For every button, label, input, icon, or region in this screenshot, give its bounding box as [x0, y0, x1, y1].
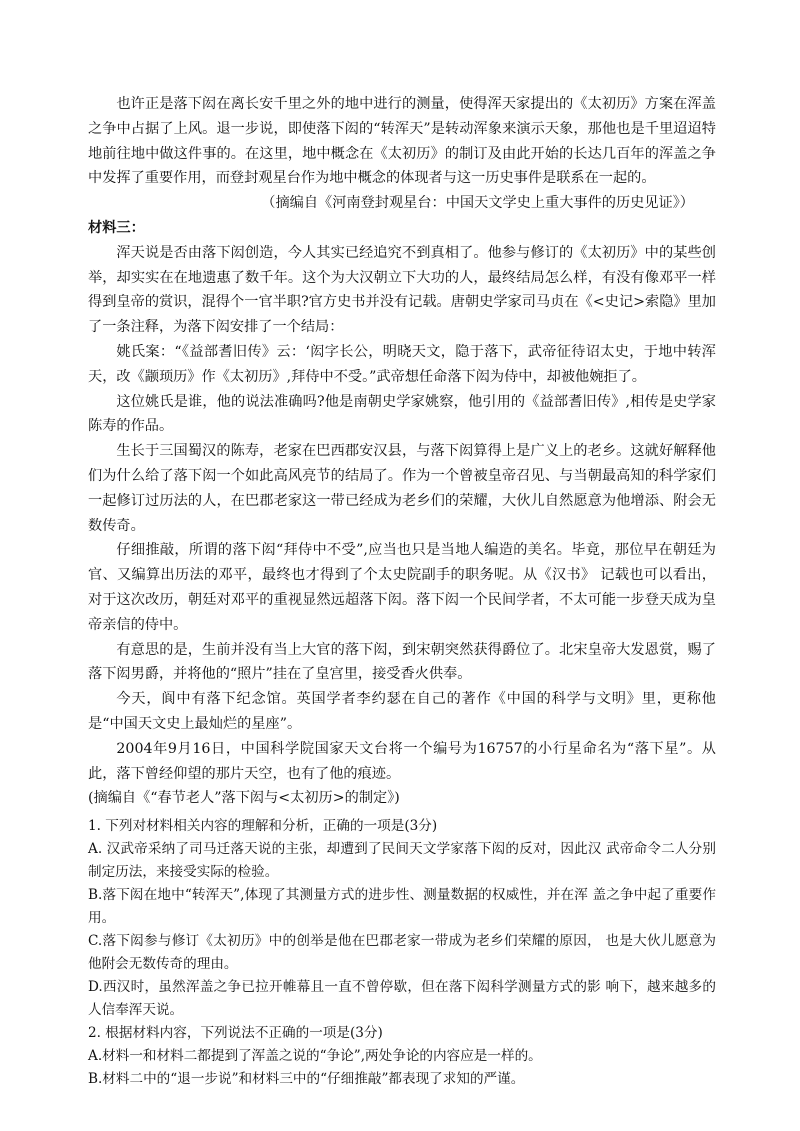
material3-paragraph: 浑天说是否由落下闳创造，今人其实已经追究不到真相了。他参与修订的《太初历》中的某些创举，却实实在在地遗惠了数千年。这个为大汉朝立下大功的人，最终结局怎么样，有没有像邓平一样得到皇帝的赏识，混得个一官半职?官方史书并没有记载。唐朝史学家司马贞在《<史记>索隐》里加了一条注释，为落下闳安排了一个结局：	[88, 244, 716, 336]
question-option: A. 汉武帝采纳了司马迁落天说的主张，却遭到了民间天文学家落下闳的反对，因此汉 武帝命令二人分别制定历法，来接受实际的检验。	[88, 841, 716, 881]
question-stem: 2. 根据材料内容，下列说法不正确的一项是(3分)	[88, 1025, 383, 1042]
material3-paragraph: 2004年9月16日，中国科学院国家天文台将一个编号为16757的小行星命名为“落下星”。从此，落下曾经仰望的那片天空，也有了他的痕迹。	[88, 740, 716, 782]
intro-source: （摘编自《河南登封观星台：中国天文学史上重大事件的历史见证》）	[261, 195, 694, 212]
question-option: B.材料二中的“退一步说”和材料三中的“仔细推敲”都表现了求知的严谨。	[88, 1071, 525, 1088]
question-2	[88, 1022, 716, 1091]
question-option: A.材料一和材料二都提到了浑盖之说的“争论”,两处争论的内容应是一样的。	[88, 1048, 542, 1065]
material3-paragraph: 姚氏案：“《益部耆旧传》云：‘闳字长公，明晓天文，隐于落下，武帝征待诏太史，于地中转浑天，改《颛顼历》作《太初历》,拜侍中不受。”武帝想任命落下闳为侍中，却被他婉拒了。	[88, 343, 716, 385]
intro-paragraph: 也许正是落下闳在离长安千里之外的地中进行的测量，使得浑天家提出的《太初历》方案在浑盖之争中占据了上风。退一步说，即使落下闳的“转浑天”是转动浑象来演示天象，那他也是千里迢迢特地前往地中做这件事的。在这里，地中概念在《太初历》的制订及由此开始的长达几百年的浑盖之争中发挥了重要作用，而登封观星台作为地中概念的体现者与这一历史事件是联系在一起的。	[88, 96, 716, 187]
material3-paragraph: 仔细推敲，所谓的落下闳“拜侍中不受”,应当也只是当地人编造的美名。毕竟，那位早在朝廷为官、又编算出历法的邓平，最终也才得到了个太史院副手的职务呢。从《汉书》 记载也可以看出，对于这次改历，朝廷对邓平的重视显然远超落下闳。落下闳一个民间学者，不太可能一步登天成为皇帝亲信的侍中。	[88, 542, 716, 633]
question-option: D.西汉时，虽然浑盖之争已拉开帷幕且一直不曾停歇，但在落下闳科学测量方式的影 响下，越来越多的人信奉浑天说。	[88, 979, 716, 1019]
question-1	[88, 815, 716, 1022]
document-page	[88, 92, 716, 1091]
question-option: B.落下闳在地中“转浑天”,体现了其测量方式的进步性、测量数据的权威性，并在浑 盖之争中起了重要作用。	[88, 887, 716, 927]
material3-source: (摘编自《“春节老人”落下闳与<太初历>的制定》)	[88, 790, 400, 807]
material3-paragraph: 生长于三国蜀汉的陈寿，老家在巴西郡安汉县，与落下闳算得上是广义上的老乡。这就好解释他们为什么给了落下闳一个如此高风亮节的结局了。作为一个曾被皇帝召见、与当朝最高知的科学家们一起修订过历法的人，在巴郡老家这一带已经成为老乡们的荣耀，大伙儿自然愿意为他增添、附会无数传奇。	[88, 443, 716, 534]
material3-paragraph: 这位姚氏是谁，他的说法准确吗?他是南朝史学家姚察，他引用的《益部耆旧传》,相传是史学家陈寿的作品。	[88, 393, 716, 435]
material3-paragraph: 有意思的是，生前并没有当上大官的落下闳，到宋朝突然获得爵位了。北宋皇帝大发恩赏，赐了落下闳男爵，并将他的“照片”挂在了皇宫里，接受香火供奉。	[88, 641, 716, 683]
question-stem: 1. 下列对材料相关内容的理解和分析，正确的一项是(3分)	[88, 818, 438, 835]
question-option: C.落下闳参与修订《太初历》中的创举是他在巴郡老家一带成为老乡们荣耀的原因， 也是大伙儿愿意为他附会无数传奇的理由。	[88, 933, 716, 973]
material3-paragraph: 今天，阆中有落下纪念馆。英国学者李约瑟在自己的著作《中国的科学与文明》里，更称他是“中国天文史上最灿烂的星座”。	[88, 691, 716, 732]
material3-heading: 材料三：	[88, 219, 145, 236]
